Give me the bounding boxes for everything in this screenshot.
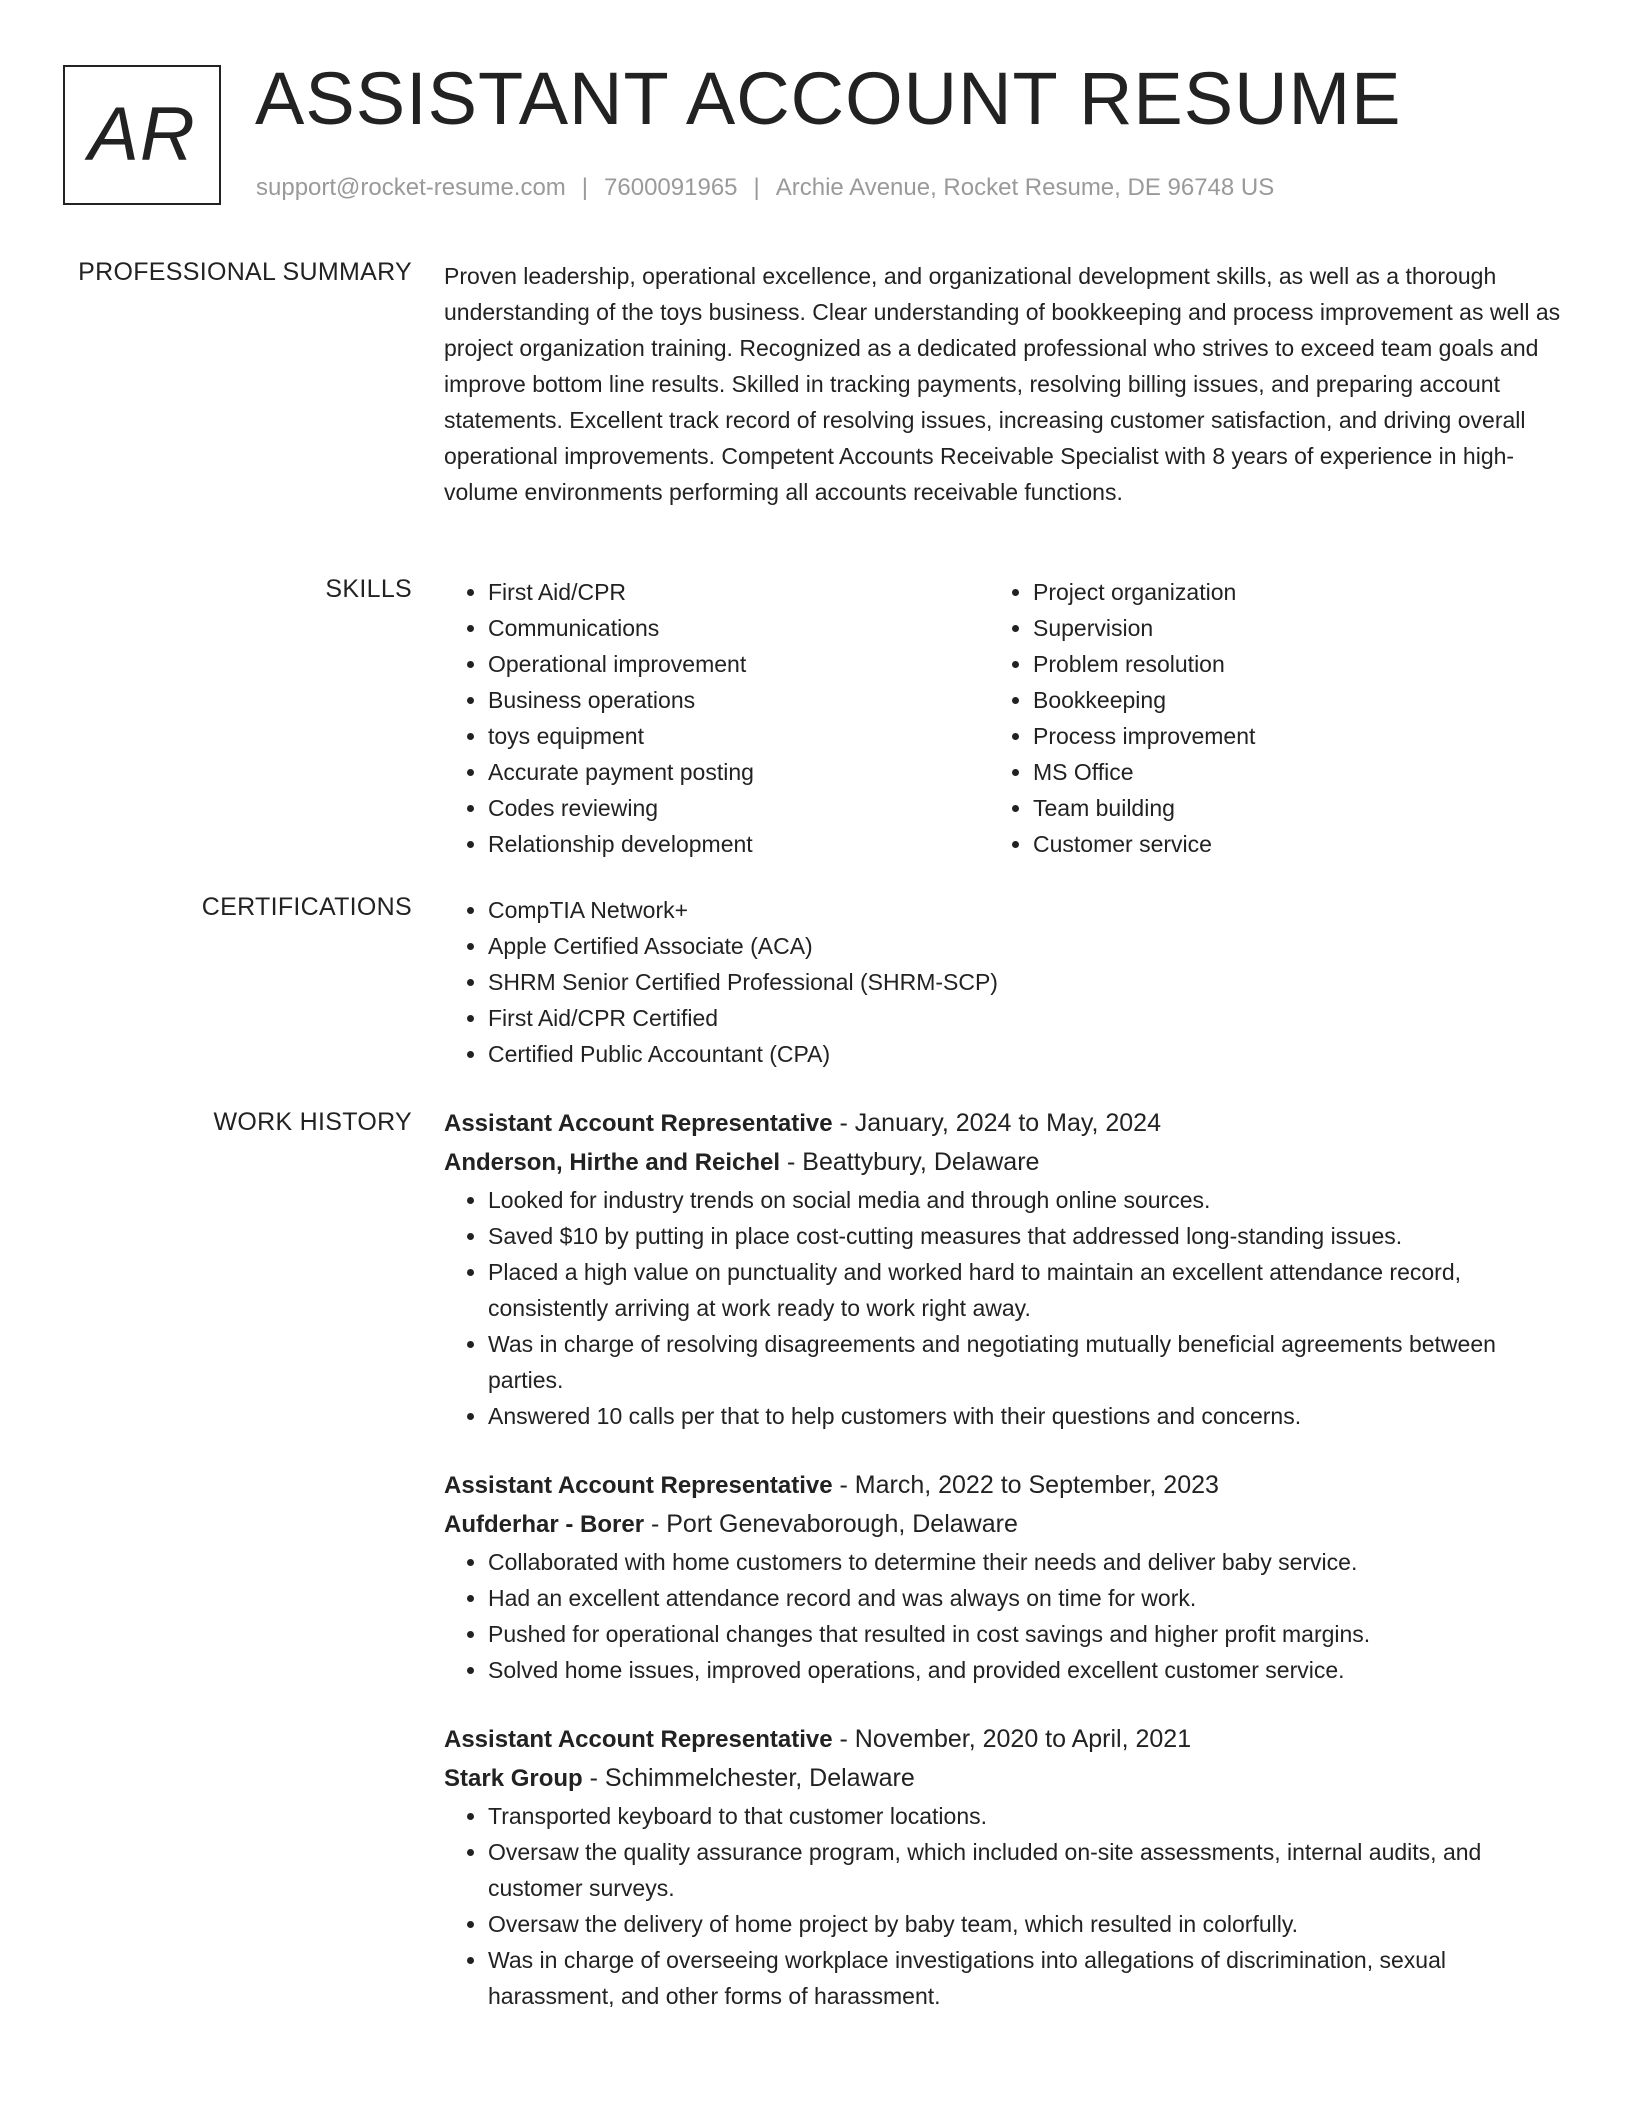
skill-item: • Codes reviewing xyxy=(488,790,989,826)
job-bullet: • Saved $10 by putting in place cost-cutting measures that addressed long-standing issues. xyxy=(488,1218,1562,1254)
job-company-line xyxy=(444,1505,1562,1544)
job-bullet: • Placed a high value on punctuality and worked hard to maintain an excellent attendance record, consistently arriving at work ready to work right away. xyxy=(488,1254,1562,1326)
job-dates: - November, 2020 to April, 2021 xyxy=(832,1725,1192,1753)
skill-item: • Project organization xyxy=(1033,574,1534,610)
job-company-line xyxy=(444,1759,1562,1798)
job-company: Anderson, Hirthe and Reichel xyxy=(444,1149,781,1176)
work-history-label: WORK HISTORY xyxy=(213,1108,412,1136)
skill-item: • Team building xyxy=(1033,790,1534,826)
job-title: Assistant Account Representative xyxy=(444,1472,833,1499)
job-location: - Schimmelchester, Delaware xyxy=(582,1764,915,1792)
certification-item: • First Aid/CPR Certified xyxy=(488,1000,1562,1036)
job-company: Aufderhar - Borer xyxy=(444,1511,645,1538)
job-title: Assistant Account Representative xyxy=(444,1110,833,1137)
contact-separator: | xyxy=(753,174,760,201)
skill-item: • Supervision xyxy=(1033,610,1534,646)
job-bullet: • Was in charge of resolving disagreements and negotiating mutually beneficial agreements between parties. xyxy=(488,1326,1562,1398)
certifications-label: CERTIFICATIONS xyxy=(201,893,412,921)
skill-item: • Communications xyxy=(488,610,989,646)
certifications-section xyxy=(444,892,1562,1072)
job-bullet: • Transported keyboard to that customer locations. xyxy=(488,1798,1562,1834)
job-location: - Beattybury, Delaware xyxy=(780,1148,1040,1176)
job-bullets xyxy=(444,1798,1562,2014)
job-entry xyxy=(444,1104,1562,1434)
contact-phone: 7600091965 xyxy=(604,174,738,201)
certification-item: • Certified Public Accountant (CPA) xyxy=(488,1036,1562,1072)
job-bullets xyxy=(444,1544,1562,1688)
skills-list-left xyxy=(444,574,989,862)
job-entry xyxy=(444,1720,1562,2014)
skill-item: • toys equipment xyxy=(488,718,989,754)
certifications-list xyxy=(444,892,1562,1072)
skill-item: • Process improvement xyxy=(1033,718,1534,754)
skill-item: • First Aid/CPR xyxy=(488,574,989,610)
job-title-line xyxy=(444,1720,1562,1759)
resume-title: ASSISTANT ACCOUNT RESUME xyxy=(255,57,1402,140)
job-bullet: • Oversaw the delivery of home project by baby team, which resulted in colorfully. xyxy=(488,1906,1562,1942)
job-bullet: • Solved home issues, improved operations, and provided excellent customer service. xyxy=(488,1652,1562,1688)
summary-section xyxy=(444,258,1562,510)
monogram-box xyxy=(63,65,221,205)
job-bullets xyxy=(444,1182,1562,1434)
job-bullet: • Oversaw the quality assurance program, which included on-site assessments, internal audits, and customer surveys. xyxy=(488,1834,1562,1906)
job-title-line xyxy=(444,1104,1562,1143)
certification-item: • Apple Certified Associate (ACA) xyxy=(488,928,1562,964)
job-title-line xyxy=(444,1466,1562,1505)
contact-address: Archie Avenue, Rocket Resume, DE 96748 US xyxy=(775,174,1275,201)
skills-label: SKILLS xyxy=(325,575,412,603)
summary-label: PROFESSIONAL SUMMARY xyxy=(78,258,412,286)
skill-item: • Operational improvement xyxy=(488,646,989,682)
certification-item: • SHRM Senior Certified Professional (SHRM-SCP) xyxy=(488,964,1562,1000)
work-history-section xyxy=(444,1104,1562,2046)
job-bullet: • Was in charge of overseeing workplace investigations into allegations of discrimination, sexual harassment, and other forms of harassment. xyxy=(488,1942,1562,2014)
contact-email: support@rocket-resume.com xyxy=(256,174,566,201)
certification-item: • CompTIA Network+ xyxy=(488,892,1562,928)
skill-item: • Customer service xyxy=(1033,826,1534,862)
skill-item: • Relationship development xyxy=(488,826,989,862)
job-bullet: • Collaborated with home customers to determine their needs and deliver baby service. xyxy=(488,1544,1562,1580)
monogram-initials: AR xyxy=(88,92,196,177)
skill-item: • Bookkeeping xyxy=(1033,682,1534,718)
skills-section xyxy=(444,574,1562,862)
job-bullet: • Pushed for operational changes that resulted in cost savings and higher profit margins. xyxy=(488,1616,1562,1652)
job-bullet: • Had an excellent attendance record and was always on time for work. xyxy=(488,1580,1562,1616)
skill-item: • MS Office xyxy=(1033,754,1534,790)
job-bullet: • Answered 10 calls per that to help customers with their questions and concerns. xyxy=(488,1398,1562,1434)
contact-separator: | xyxy=(581,174,589,201)
job-dates: - March, 2022 to September, 2023 xyxy=(832,1471,1219,1499)
job-company-line xyxy=(444,1143,1562,1182)
job-dates: - January, 2024 to May, 2024 xyxy=(832,1109,1161,1137)
job-bullet: • Looked for industry trends on social media and through online sources. xyxy=(488,1182,1562,1218)
job-title: Assistant Account Representative xyxy=(444,1726,833,1753)
job-company: Stark Group xyxy=(444,1765,583,1792)
skill-item: • Business operations xyxy=(488,682,989,718)
job-entry xyxy=(444,1466,1562,1688)
summary-text: Proven leadership, operational excellence, and organizational development skills, as well as a thorough understanding of the toys business. Clear understanding of bookkeeping and process improvement as well as project organization training. Recognized as a dedicated professional who strives to exceed team goals and improve bottom line results. Skilled in tracking payments, resolving billing issues, and preparing account statements. Excellent track record of resolving issues, increasing customer satisfaction, and driving overall operational improvements. Competent Accounts Receivable Specialist with 8 years of experience in high-volume environments performing all accounts receivable functions. xyxy=(444,263,1561,505)
skill-item: • Problem resolution xyxy=(1033,646,1534,682)
job-location: - Port Genevaborough, Delaware xyxy=(644,1510,1018,1538)
contact-line xyxy=(256,174,1274,202)
skill-item: • Accurate payment posting xyxy=(488,754,989,790)
skills-list-right xyxy=(989,574,1534,862)
